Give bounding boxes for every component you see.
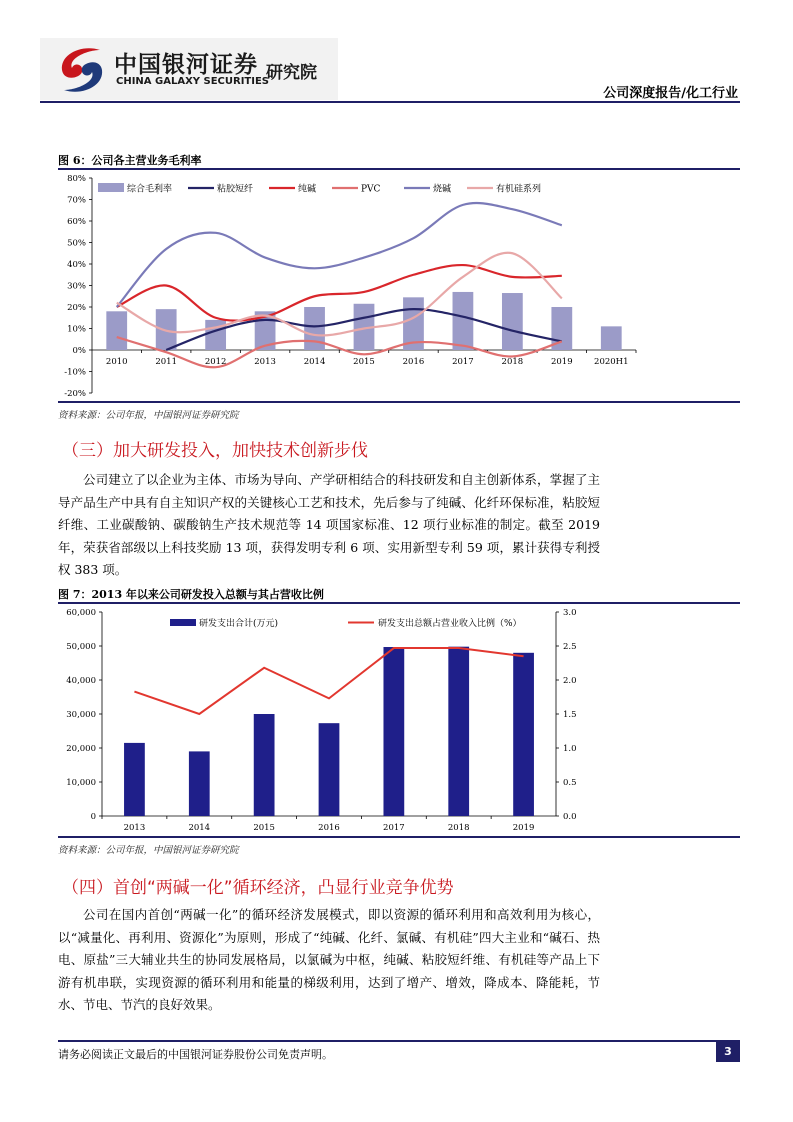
legend-swatch-综合毛利率 bbox=[98, 183, 124, 192]
x-tick-label: 2018 bbox=[447, 823, 470, 833]
bar-综合毛利率 bbox=[453, 292, 474, 350]
x-tick-label: 2012 bbox=[204, 357, 227, 367]
right-tick-label: 0.5 bbox=[563, 778, 577, 788]
bar-研发支出合计 bbox=[189, 751, 210, 816]
x-tick-label: 2019 bbox=[512, 823, 535, 833]
legend-label-研发支出合计: 研发支出合计(万元) bbox=[199, 619, 279, 629]
right-tick-label: 3.0 bbox=[563, 608, 577, 618]
x-tick-label: 2020H1 bbox=[594, 357, 629, 367]
legend-swatch-研发支出合计 bbox=[170, 619, 196, 626]
x-tick-label: 2015 bbox=[253, 823, 275, 833]
section4-paragraph bbox=[58, 904, 600, 1017]
x-tick-label: 2016 bbox=[402, 357, 425, 367]
y-tick-label: 40% bbox=[67, 260, 86, 270]
x-tick-label: 2013 bbox=[123, 823, 146, 833]
left-tick-label: 60,000 bbox=[66, 608, 96, 618]
left-tick-label: 40,000 bbox=[66, 676, 96, 686]
page-number: 3 bbox=[716, 1042, 740, 1062]
logo-english-name: CHINA GALAXY SECURITIES bbox=[116, 76, 269, 87]
figure7-bottom-rule bbox=[58, 836, 740, 838]
right-tick-label: 1.0 bbox=[563, 744, 577, 754]
legend-label-纯碱: 纯碱 bbox=[298, 184, 317, 195]
y-tick-label: 70% bbox=[67, 195, 86, 206]
figure6-bottom-rule bbox=[58, 401, 740, 403]
report-type: 公司深度报告/化工行业 bbox=[603, 86, 738, 101]
section3-heading: （三）加大研发投入，加快技术创新步伐 bbox=[62, 441, 368, 461]
galaxy-logo-icon bbox=[52, 44, 112, 96]
left-tick-label: 10,000 bbox=[66, 778, 96, 788]
logo-chinese-name: 中国银河证券 bbox=[114, 52, 258, 78]
x-tick-label: 2018 bbox=[501, 357, 524, 367]
y-tick-label: 60% bbox=[67, 217, 86, 227]
figure7-source: 资料来源：公司年报，中国银河证券研究院 bbox=[58, 845, 239, 856]
bar-研发支出合计 bbox=[383, 647, 404, 816]
logo-institute: 研究院 bbox=[266, 63, 317, 83]
x-tick-label: 2014 bbox=[188, 823, 211, 833]
y-tick-label: 80% bbox=[67, 174, 86, 184]
right-tick-label: 2.0 bbox=[563, 676, 577, 686]
y-tick-label: -10% bbox=[64, 367, 86, 378]
figure7-title: 图 7：2013 年以来公司研发投入总额与其占营收比例 bbox=[58, 588, 324, 601]
legend-label-粘胶短纤: 粘胶短纤 bbox=[217, 184, 254, 195]
x-tick-label: 2017 bbox=[452, 357, 474, 367]
x-tick-label: 2013 bbox=[254, 357, 276, 367]
left-tick-label: 0 bbox=[90, 812, 96, 822]
left-tick-label: 30,000 bbox=[66, 710, 96, 720]
bar-研发支出合计 bbox=[124, 743, 145, 816]
bar-研发支出合计 bbox=[254, 714, 275, 816]
legend-label-综合毛利率: 综合毛利率 bbox=[127, 184, 173, 195]
bar-综合毛利率 bbox=[601, 326, 622, 350]
legend-label-PVC: PVC bbox=[361, 184, 381, 195]
x-tick-label: 2011 bbox=[155, 357, 178, 367]
x-tick-label: 2017 bbox=[383, 823, 405, 833]
bar-综合毛利率 bbox=[205, 320, 226, 350]
bar-研发支出合计 bbox=[448, 647, 469, 816]
section4-heading: （四）首创“两碱一化”循环经济，凸显行业竞争优势 bbox=[62, 878, 454, 898]
section3-paragraph-text: 公司建立了以企业为主体、市场为导向、产学研相结合的科技研发和自主创新体系，掌握了主导产品生产中具有自主知识产权的关键核心工艺和技术，先后参与了纯碱、化纤环保标准，粘胶短纤维、工业碳酸钠、碳酸钠生产技术规范等 14 项国家标准、12 项行业标准的制定。截至 2019 年，荣获省部级以上科技奖励 13 项，获得发明专利 6 项、实用新型专利 59 项，累计获得专利授权 383 项。 bbox=[58, 472, 600, 577]
footer-divider bbox=[58, 1040, 740, 1042]
bar-综合毛利率 bbox=[502, 293, 523, 350]
left-tick-label: 50,000 bbox=[66, 642, 96, 652]
right-tick-label: 2.5 bbox=[563, 642, 577, 652]
section4-paragraph-text: 公司在国内首创“两碱一化”的循环经济发展模式，即以资源的循环利用和高效利用为核心，以“减量化、再利用、资源化”为原则，形成了“纯碱、化纤、氯碱、有机硅”四大主业和“碱石、热电、原盐”三大辅业共生的协同发展格局，以氯碱为中枢，纯碱、粘胶短纤维、有机硅等产品上下游有机串联，实现资源的循环利用和能量的梯级利用，达到了增产、增效，降成本、降能耗，节水、节电、节汽的良好效果。 bbox=[58, 907, 600, 1012]
header-divider bbox=[40, 101, 740, 103]
figure6-chart bbox=[58, 170, 740, 402]
legend-label-烧碱: 烧碱 bbox=[433, 184, 452, 195]
x-tick-label: 2010 bbox=[105, 357, 128, 367]
y-tick-label: 50% bbox=[67, 238, 86, 249]
figure7-chart bbox=[58, 604, 740, 836]
x-tick-label: 2014 bbox=[303, 357, 326, 367]
y-tick-label: -20% bbox=[64, 389, 86, 399]
right-tick-label: 1.5 bbox=[563, 710, 577, 720]
section3-paragraph bbox=[58, 469, 600, 582]
footer-disclaimer: 请务必阅读正文最后的中国银河证券股份公司免责声明。 bbox=[58, 1048, 333, 1061]
bar-研发支出合计 bbox=[319, 723, 340, 816]
y-tick-label: 10% bbox=[67, 324, 86, 335]
figure6-title: 图 6：公司各主营业务毛利率 bbox=[58, 154, 202, 167]
x-tick-label: 2015 bbox=[353, 357, 375, 367]
line-纯碱 bbox=[117, 265, 562, 321]
right-tick-label: 0.0 bbox=[563, 812, 577, 822]
y-tick-label: 0% bbox=[72, 346, 86, 356]
bar-综合毛利率 bbox=[106, 311, 127, 350]
y-tick-label: 20% bbox=[67, 303, 86, 313]
legend-label-有机硅系列: 有机硅系列 bbox=[496, 184, 542, 195]
bar-研发支出合计 bbox=[513, 653, 534, 816]
figure6-source: 资料来源：公司年报，中国银河证券研究院 bbox=[58, 410, 239, 421]
legend-label-研发支出占比: 研发支出总额占营业收入比例（%） bbox=[378, 619, 522, 629]
x-tick-label: 2016 bbox=[318, 823, 340, 833]
y-tick-label: 30% bbox=[67, 281, 86, 292]
x-tick-label: 2019 bbox=[550, 357, 573, 367]
left-tick-label: 20,000 bbox=[66, 744, 96, 754]
